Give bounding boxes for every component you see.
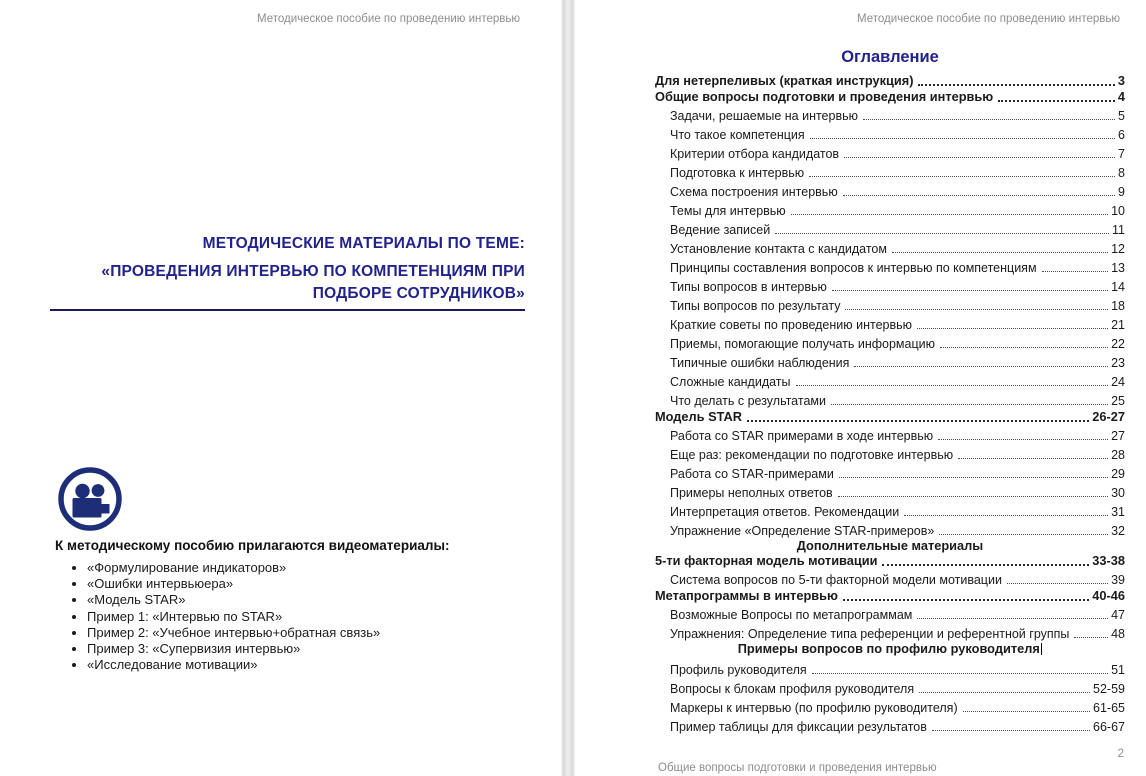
- toc-entry[interactable]: [655, 161, 1125, 180]
- title-line: «ПРОВЕДЕНИЯ ИНТЕРВЬЮ ПО КОМПЕТЕНЦИЯМ ПРИ: [101, 263, 525, 280]
- toc-entry-page: 51: [1111, 663, 1125, 677]
- toc-entry-page: 11: [1112, 223, 1125, 237]
- toc-entry-page: 48: [1111, 627, 1125, 641]
- dot-leader: [918, 84, 1114, 86]
- toc-entry[interactable]: [655, 88, 1125, 104]
- toc-entry-page: 24: [1111, 375, 1125, 389]
- toc-entry-page: 61-65: [1093, 701, 1125, 715]
- toc-entry[interactable]: [655, 294, 1125, 313]
- dot-leader: [919, 692, 1090, 693]
- toc-entry-label: Работа со STAR-примерами: [670, 467, 834, 481]
- title-line: ПОДБОРЕ СОТРУДНИКОВ»: [312, 284, 525, 302]
- toc-entry[interactable]: [655, 500, 1125, 519]
- toc-entry-label: Упражнения: Определение типа референции и референтной группы: [670, 627, 1070, 641]
- toc-entry[interactable]: [655, 313, 1125, 332]
- footer-text: Общие вопросы подготовки и проведения интервью: [658, 762, 937, 774]
- toc-entry-page: 13: [1111, 261, 1125, 275]
- toc-entry-label: Профиль руководителя: [670, 663, 807, 677]
- dot-leader: [775, 233, 1109, 234]
- toc-entry-page: 28: [1111, 448, 1125, 462]
- toc-entry-label: Интерпретация ответов. Рекомендации: [670, 505, 900, 519]
- video-list-item: • Пример 3: «Супервизия интервью»: [87, 641, 380, 657]
- toc-entry-label: Задачи, решаемые на интервью: [670, 109, 858, 123]
- toc-entry-page: 23: [1111, 356, 1125, 370]
- dot-leader: [791, 214, 1108, 215]
- video-list-item: • «Ошибки интервьюера»: [87, 576, 380, 592]
- toc-entry[interactable]: [655, 104, 1125, 123]
- dot-leader: [882, 564, 1089, 566]
- toc-entry-label: Установление контакта с кандидатом: [670, 242, 887, 256]
- dot-leader: [832, 290, 1108, 291]
- dot-leader: [998, 100, 1115, 102]
- toc-entry[interactable]: [655, 142, 1125, 161]
- toc-entry[interactable]: [655, 237, 1125, 256]
- toc-entry-page: 52-59: [1093, 682, 1125, 696]
- dot-leader: [809, 176, 1115, 177]
- toc-entry-label: Критерии отбора кандидатов: [670, 147, 840, 161]
- toc-entry-label: Типичные ошибки наблюдения: [670, 356, 850, 370]
- toc-entry-page: 4: [1117, 89, 1125, 104]
- toc-entry[interactable]: [655, 519, 1125, 538]
- toc-entry-page: 47: [1111, 608, 1125, 622]
- page-number: 2: [1117, 748, 1124, 760]
- toc-entry[interactable]: [655, 555, 1125, 568]
- toc-entry-label: Что такое компетенция: [670, 128, 805, 142]
- document-title: [50, 233, 525, 311]
- toc-entry[interactable]: [655, 408, 1125, 424]
- toc-entry-page: 10: [1111, 204, 1125, 218]
- toc-entry-label: Примеры неполных ответов: [670, 486, 833, 500]
- toc-section-heading: [655, 641, 1125, 658]
- dot-leader: [812, 673, 1108, 674]
- dot-leader: [843, 195, 1115, 196]
- dot-leader: [1074, 637, 1108, 638]
- dot-leader: [1042, 271, 1109, 272]
- dot-leader: [854, 366, 1108, 367]
- dot-leader: [838, 496, 1108, 497]
- toc-entry-label: Пример таблицы для фиксации результатов: [670, 720, 927, 734]
- toc-entry[interactable]: [655, 603, 1125, 622]
- video-camera-icon: [57, 466, 123, 532]
- dot-leader: [839, 477, 1108, 478]
- dot-leader: [843, 599, 1089, 601]
- toc-entry[interactable]: [655, 658, 1125, 677]
- toc-entry[interactable]: [655, 332, 1125, 351]
- toc-entry-label: Сложные кандидаты: [670, 375, 791, 389]
- toc-entry[interactable]: [655, 587, 1125, 603]
- toc-entry-label: Подготовка к интервью: [670, 166, 805, 180]
- video-list-item: • Пример 1: «Интервью по STAR»: [87, 609, 380, 625]
- toc-entry-page: 26-27: [1092, 409, 1125, 424]
- dot-leader: [917, 328, 1108, 329]
- toc-entry[interactable]: [655, 443, 1125, 462]
- toc-entry-label: Приемы, помогающие получать информацию: [670, 337, 935, 351]
- toc-entry-page: 6: [1118, 128, 1125, 142]
- toc-entry-label: Работа со STAR примерами в ходе интервью: [670, 429, 934, 443]
- videos-intro-text: К методическому пособию прилагаются видеоматериалы:: [55, 538, 450, 553]
- dot-leader: [1007, 583, 1108, 584]
- toc-title: Оглавление: [841, 48, 939, 66]
- video-list-item: • «Модель STAR»: [87, 592, 380, 608]
- toc-entry[interactable]: [655, 256, 1125, 275]
- toc-entry-page: 40-46: [1092, 588, 1125, 603]
- dot-leader: [958, 458, 1108, 459]
- dot-leader: [810, 138, 1115, 139]
- toc-entry-page: 5: [1118, 109, 1125, 123]
- table-of-contents: [655, 72, 1125, 734]
- dot-leader: [904, 515, 1108, 516]
- toc-entry-page: 22: [1111, 337, 1125, 351]
- toc-entry[interactable]: [655, 462, 1125, 481]
- video-list-item: • «Формулирование индикаторов»: [87, 560, 380, 576]
- dot-leader: [845, 309, 1108, 310]
- toc-entry-label: Типы вопросов в интервью: [670, 280, 827, 294]
- dot-leader: [917, 618, 1108, 619]
- toc-entry[interactable]: [655, 275, 1125, 294]
- toc-entry-page: 27: [1111, 429, 1125, 443]
- toc-entry[interactable]: [655, 568, 1125, 587]
- toc-entry[interactable]: [655, 199, 1125, 218]
- toc-entry-page: 31: [1111, 505, 1125, 519]
- toc-entry-label: Вопросы к блокам профиля руководителя: [670, 682, 915, 696]
- toc-entry-label: Метапрограммы в интервью: [655, 588, 838, 603]
- video-list-item: • Пример 2: «Учебное интервью+обратная связь»: [87, 625, 380, 641]
- dot-leader: [932, 730, 1090, 731]
- toc-entry-label: Упражнение «Определение STAR-примеров»: [670, 524, 935, 538]
- toc-entry[interactable]: [655, 481, 1125, 500]
- right-page[interactable]: [575, 0, 1146, 776]
- dot-leader: [747, 420, 1089, 422]
- toc-entry-page: 66-67: [1093, 720, 1125, 734]
- toc-entry-page: 33-38: [1092, 553, 1125, 568]
- toc-entry-label: Возможные Вопросы по метапрограммам: [670, 608, 913, 622]
- toc-entry-label: Типы вопросов по результату: [670, 299, 841, 313]
- toc-entry-label: Ведение записей: [670, 223, 771, 237]
- toc-section-label: Примеры вопросов по профилю руководителя: [737, 641, 1040, 656]
- video-list: [57, 560, 380, 673]
- toc-entry-label: Для нетерпеливых (краткая инструкция): [655, 73, 914, 88]
- toc-entry-label: Система вопросов по 5-ти факторной модели мотивации: [670, 573, 1002, 587]
- toc-entry[interactable]: [655, 180, 1125, 199]
- toc-entry-page: 9: [1118, 185, 1125, 199]
- toc-entry-page: 25: [1111, 394, 1125, 408]
- toc-entry[interactable]: [655, 123, 1125, 142]
- title-line: МЕТОДИЧЕСКИЕ МАТЕРИАЛЫ ПО ТЕМЕ:: [202, 235, 525, 252]
- toc-entry-label: Темы для интервью: [670, 204, 786, 218]
- dot-leader: [796, 385, 1109, 386]
- dot-leader: [939, 534, 1108, 535]
- toc-entry-page: 7: [1118, 147, 1125, 161]
- toc-entry-page: 32: [1111, 524, 1125, 538]
- dot-leader: [892, 252, 1108, 253]
- dot-leader: [844, 157, 1115, 158]
- toc-entry-page: 39: [1111, 573, 1125, 587]
- toc-entry-label: Что делать с результатами: [670, 394, 826, 408]
- toc-entry[interactable]: [655, 72, 1125, 88]
- toc-entry-label: Схема построения интервью: [670, 185, 838, 199]
- toc-entry-page: 3: [1117, 73, 1125, 88]
- toc-entry-page: 8: [1118, 166, 1125, 180]
- toc-entry-label: Модель STAR: [655, 409, 742, 424]
- text-cursor: [1041, 643, 1043, 655]
- toc-entry-page: 30: [1111, 486, 1125, 500]
- toc-entry[interactable]: [655, 696, 1125, 715]
- toc-entry[interactable]: [655, 424, 1125, 443]
- toc-entry[interactable]: [655, 218, 1125, 237]
- running-head: Методическое пособие по проведению интервью: [856, 13, 1120, 25]
- dot-leader: [863, 119, 1115, 120]
- dot-leader: [938, 439, 1108, 440]
- toc-entry[interactable]: [655, 677, 1125, 696]
- left-page[interactable]: [0, 0, 561, 776]
- toc-entry-label: Общие вопросы подготовки и проведения интервью: [655, 89, 994, 104]
- dot-leader: [831, 404, 1108, 405]
- video-list-item: • «Исследование мотивации»: [87, 657, 380, 673]
- toc-section-label: Дополнительные материалы: [796, 538, 984, 553]
- toc-entry-label: Еще раз: рекомендации по подготовке интервью: [670, 448, 954, 462]
- toc-entry-page: 18: [1111, 299, 1125, 313]
- dot-leader: [963, 711, 1090, 712]
- toc-entry-label: 5-ти факторная модель мотивации: [655, 553, 878, 568]
- toc-entry[interactable]: [655, 622, 1125, 641]
- toc-entry-label: Принципы составления вопросов к интервью по компетенциям: [670, 261, 1037, 275]
- dot-leader: [940, 347, 1108, 348]
- page-gap-divider: [561, 0, 575, 776]
- toc-entry[interactable]: [655, 370, 1125, 389]
- toc-entry-page: 14: [1111, 280, 1125, 294]
- toc-entry[interactable]: [655, 715, 1125, 734]
- toc-entry-page: 12: [1111, 242, 1125, 256]
- toc-entry[interactable]: [655, 389, 1125, 408]
- toc-entry-label: Краткие советы по проведению интервью: [670, 318, 912, 332]
- toc-entry-label: Маркеры к интервью (по профилю руководителя): [670, 701, 958, 715]
- toc-entry[interactable]: [655, 351, 1125, 370]
- running-head: Методическое пособие по проведению интервью: [256, 13, 520, 25]
- toc-entry-page: 29: [1111, 467, 1125, 481]
- toc-entry-page: 21: [1111, 318, 1125, 332]
